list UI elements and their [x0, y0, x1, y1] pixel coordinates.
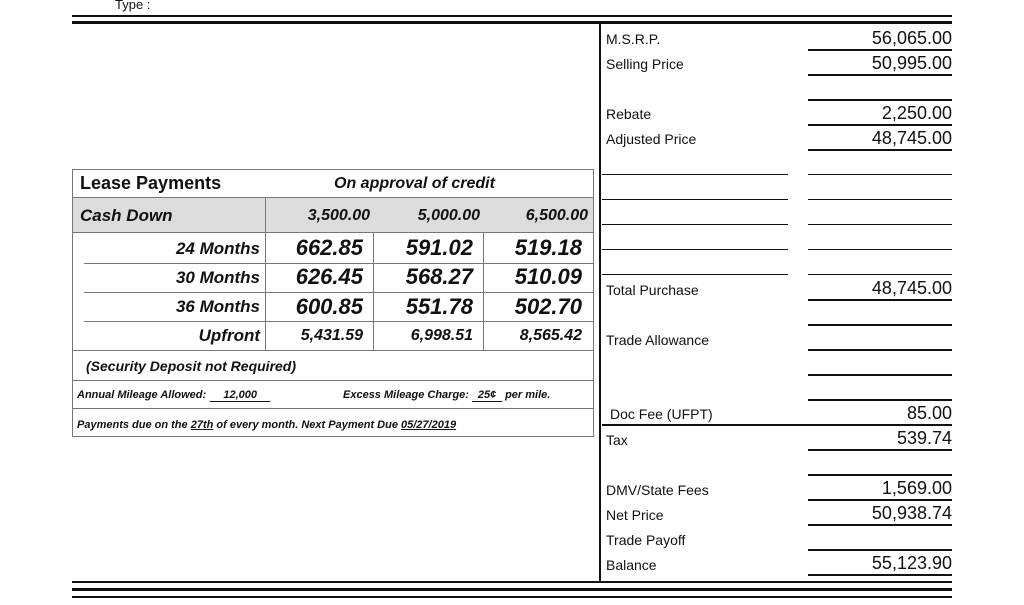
- column-divider: [599, 24, 601, 582]
- blank-value-line-4: [808, 249, 952, 250]
- payments-day: 27th: [190, 419, 214, 431]
- adjusted-price-value: 48,745.00: [871, 128, 952, 148]
- tax-underline: [808, 449, 952, 451]
- rebate-value: 2,250.00: [881, 103, 952, 123]
- trade-allowance-label: Trade Allowance: [606, 332, 709, 348]
- msrp-value: 56,065.00: [871, 28, 952, 48]
- next-payment-date: 05/27/2019: [401, 419, 457, 431]
- payment-30-option-1: 626.45: [295, 264, 363, 289]
- net-price-underline: [808, 524, 952, 526]
- row-divider-3: [84, 321, 593, 322]
- doc-fee-underline: [602, 424, 952, 426]
- blank-line-4: [808, 399, 952, 401]
- blank-label-line-2: [602, 199, 788, 200]
- net-price-value: 50,938.74: [871, 503, 952, 523]
- trade-payoff-label: Trade Payoff: [606, 532, 686, 548]
- blank-value-line-5: [808, 274, 952, 275]
- doc-fee-value: 85.00: [906, 403, 952, 423]
- blank-line-5: [808, 474, 952, 476]
- dmv-fees-value: 1,569.00: [881, 478, 952, 498]
- term-36-label: 36 Months: [175, 297, 260, 316]
- net-price-label: Net Price: [606, 507, 664, 523]
- tax-label: Tax: [606, 432, 628, 448]
- blank-label-line-1: [602, 174, 788, 175]
- total-purchase-value: 48,745.00: [871, 278, 952, 298]
- total-purchase-label: Total Purchase: [606, 282, 699, 298]
- adjusted-price-label: Adjusted Price: [606, 131, 697, 147]
- cash-down-option-3: 6,500.00: [525, 207, 588, 224]
- type-label: Type :: [115, 0, 151, 12]
- rebate-underline: [808, 124, 952, 126]
- upfront-option-1: 5,431.59: [300, 327, 363, 344]
- payment-36-option-2: 551.78: [405, 294, 473, 319]
- top-divider-thick: [72, 21, 952, 24]
- upfront-divider: [73, 350, 593, 351]
- bottom-divider: [72, 581, 952, 583]
- mileage-divider: [73, 408, 593, 409]
- tax-value: 539.74: [896, 428, 952, 448]
- lease-title: Lease Payments: [80, 173, 222, 193]
- excess-suffix: per mile.: [505, 389, 551, 401]
- approval-note: On approval of credit: [334, 175, 495, 192]
- upfront-option-3: 8,565.42: [519, 327, 582, 344]
- bottom-divider-2: [72, 596, 952, 598]
- balance-value: 55,123.90: [871, 553, 952, 573]
- payment-36-option-3: 502.70: [514, 294, 582, 319]
- msrp-label: M.S.R.P.: [606, 31, 661, 47]
- msrp-underline: [808, 49, 952, 51]
- cash-down-divider: [73, 232, 593, 233]
- blank-value-line-1: [808, 174, 952, 175]
- term-24-label: 24 Months: [175, 239, 260, 258]
- selling-price-label: Selling Price: [606, 56, 684, 72]
- trade-payoff-underline: [808, 549, 952, 551]
- mileage-line: [77, 389, 270, 402]
- doc-fee-label: Doc Fee (UFPT): [610, 406, 713, 422]
- upfront-option-2: 6,998.51: [410, 327, 473, 344]
- mileage-value: 12,000: [210, 389, 270, 402]
- blank-label-line-4: [602, 249, 788, 250]
- upfront-label: Upfront: [198, 326, 260, 345]
- payment-30-option-2: 568.27: [405, 264, 473, 289]
- payment-30-option-3: 510.09: [514, 264, 582, 289]
- selling-price-value: 50,995.00: [871, 53, 952, 73]
- term-30-label: 30 Months: [175, 268, 260, 287]
- blank-label-line-5: [602, 274, 788, 275]
- excess-value: 25¢: [472, 389, 502, 402]
- payment-24-option-1: 662.85: [295, 235, 363, 260]
- blank-value-line-3: [808, 224, 952, 225]
- cash-down-option-2: 5,000.00: [417, 207, 480, 224]
- bottom-divider-thick: [72, 588, 952, 591]
- top-divider: [72, 15, 952, 17]
- balance-underline: [808, 574, 952, 576]
- blank-line-2: [808, 324, 952, 326]
- dmv-fees-label: DMV/State Fees: [606, 482, 709, 498]
- payments-due-line: [77, 419, 456, 431]
- dmv-underline: [808, 499, 952, 501]
- row-divider-2: [84, 292, 593, 293]
- payment-24-option-2: 591.02: [405, 235, 473, 260]
- cash-down-label: Cash Down: [80, 206, 173, 225]
- adjusted-underline: [808, 149, 952, 151]
- total-purchase-underline: [808, 299, 952, 301]
- payments-mid: of every month. Next Payment Due: [216, 419, 398, 431]
- excess-line: [343, 389, 550, 402]
- cash-down-option-1: 3,500.00: [307, 207, 370, 224]
- blank-line-3: [808, 374, 952, 376]
- mileage-label: Annual Mileage Allowed:: [77, 389, 207, 401]
- selling-underline: [808, 74, 952, 76]
- blank-line-1: [808, 99, 952, 101]
- payments-prefix: Payments due on the: [77, 419, 188, 431]
- blank-label-line-3: [602, 224, 788, 225]
- blank-value-line-2: [808, 199, 952, 200]
- rebate-label: Rebate: [606, 106, 652, 122]
- payment-36-option-1: 600.85: [295, 294, 363, 319]
- balance-label: Balance: [606, 557, 657, 573]
- excess-label: Excess Mileage Charge:: [343, 389, 469, 401]
- payment-24-option-3: 519.18: [514, 235, 582, 260]
- deposit-divider: [73, 380, 593, 381]
- security-deposit-note: (Security Deposit not Required): [86, 358, 297, 374]
- trade-allowance-underline: [808, 349, 952, 351]
